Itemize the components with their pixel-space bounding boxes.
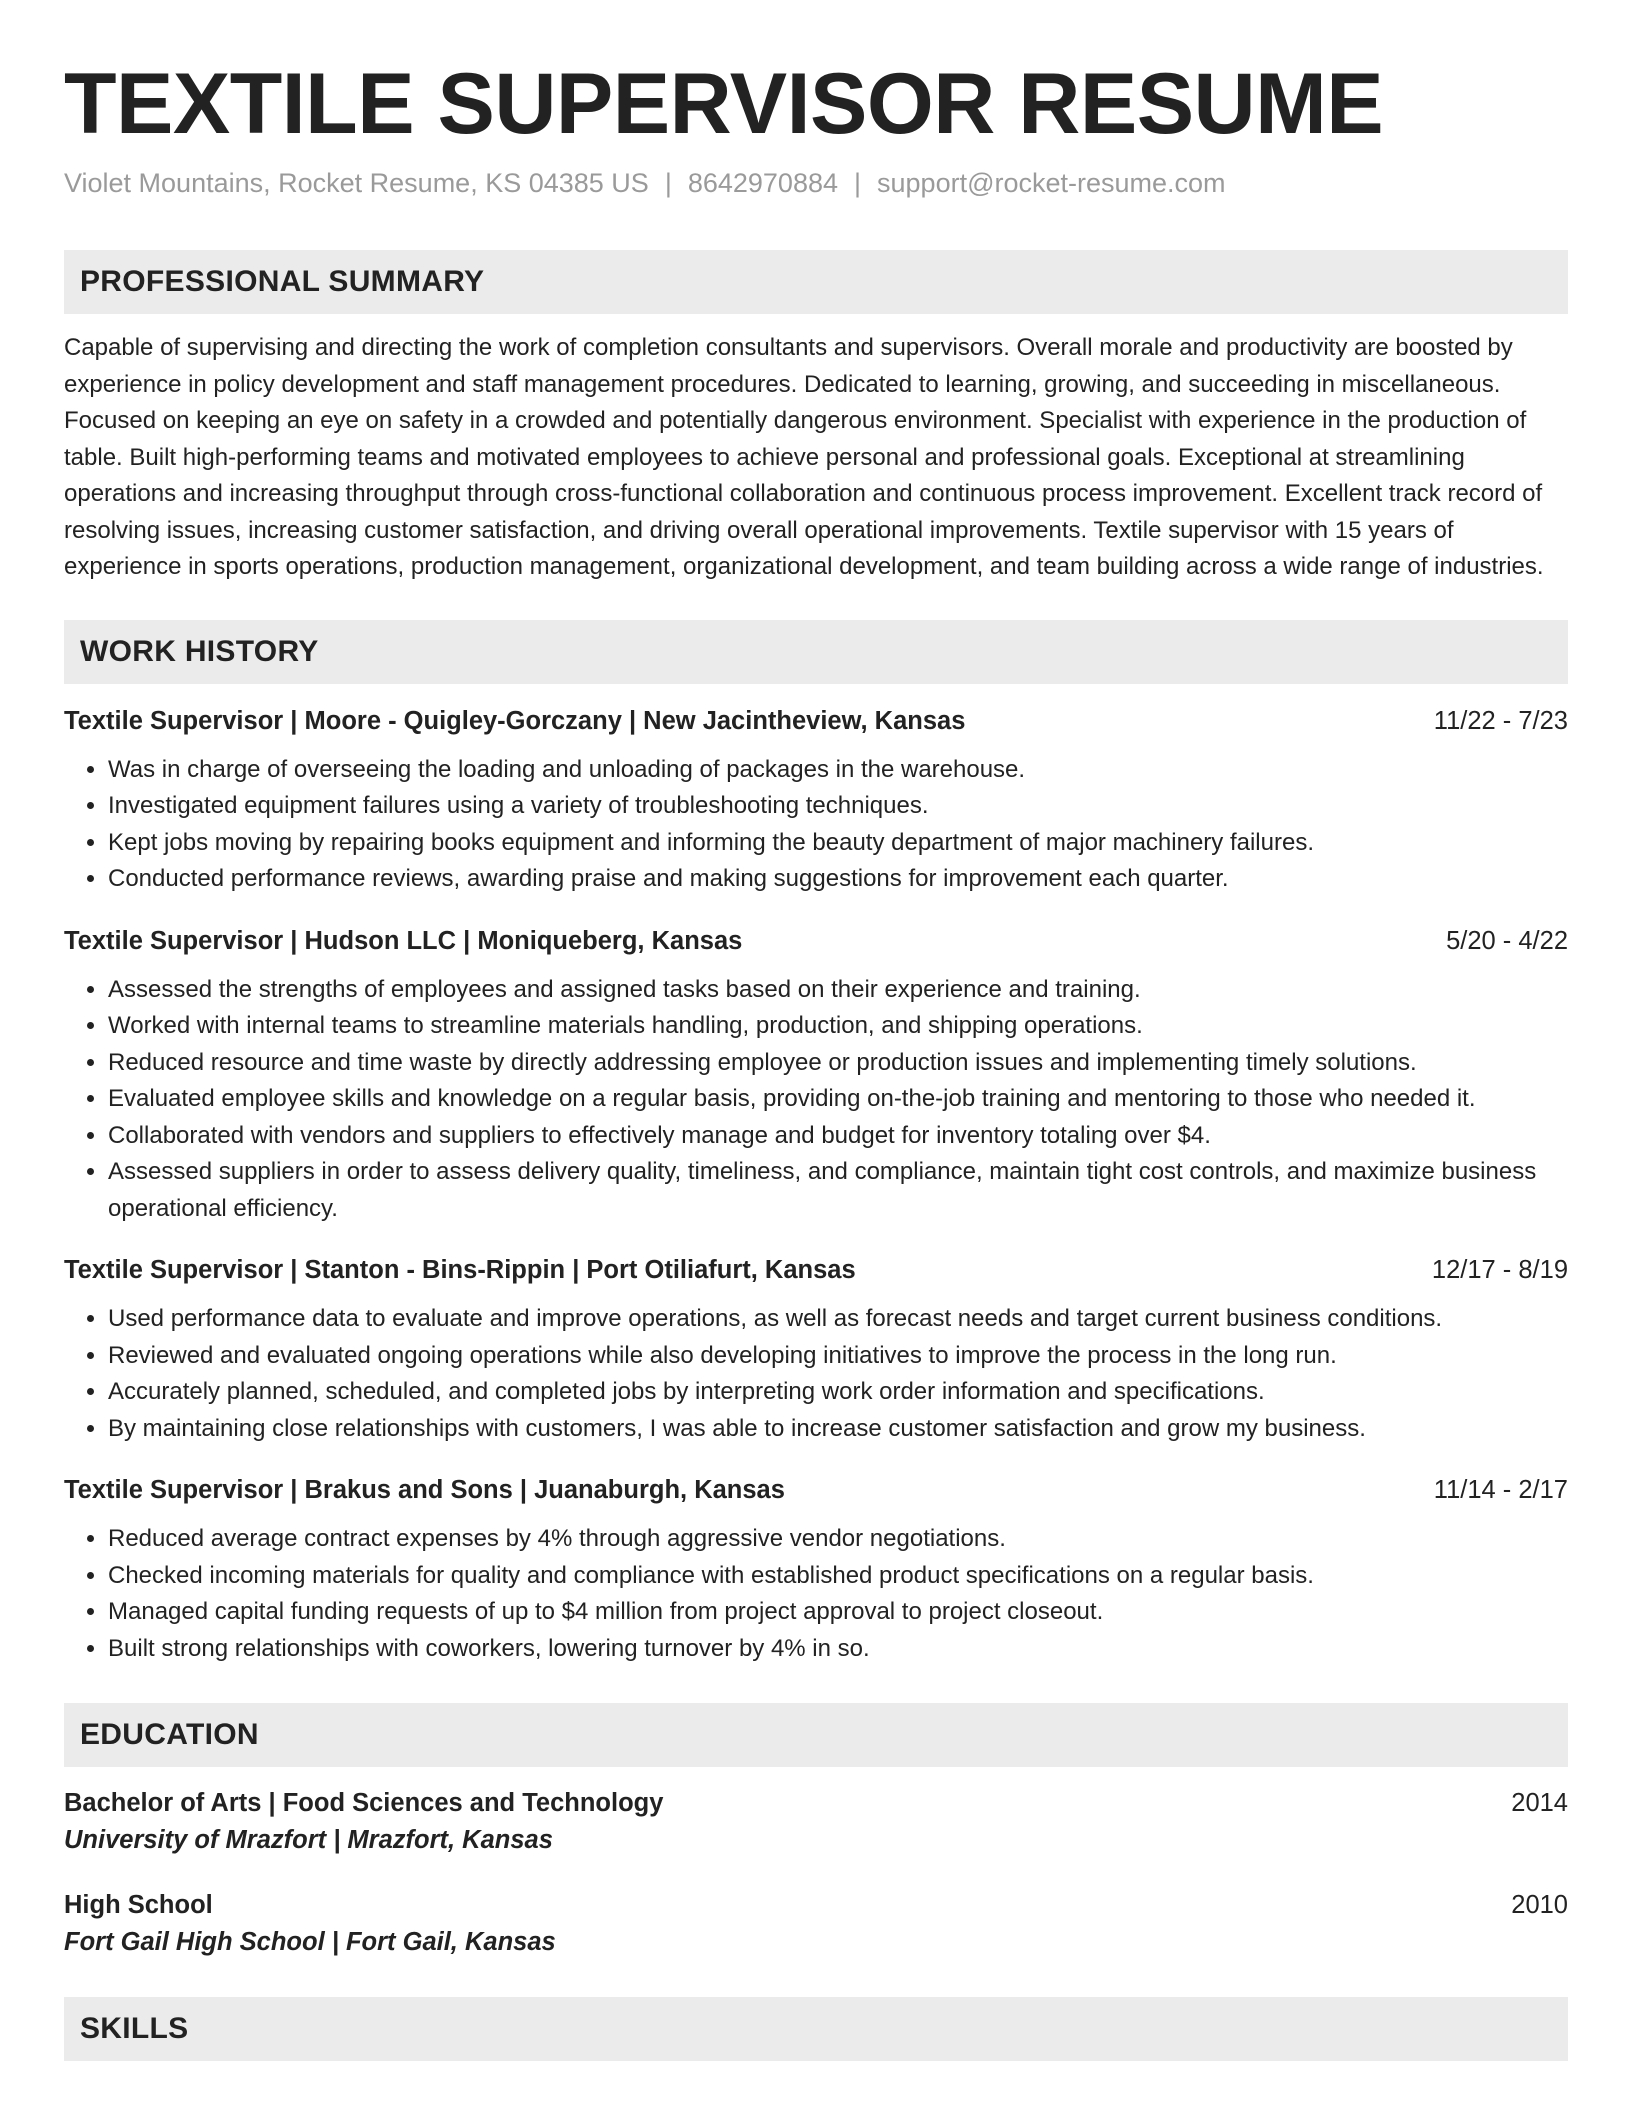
job-bullet: • By maintaining close relationships with customers, I was able to increase customer satisfaction and grow my business. (108, 1411, 1568, 1448)
job-bullets (64, 1301, 1568, 1447)
job-bullets (64, 1521, 1568, 1667)
job-dates: 11/14 - 2/17 (1433, 1476, 1568, 1504)
job-bullet: • Used performance data to evaluate and improve operations, as well as forecast needs and target current business conditions. (108, 1301, 1568, 1338)
job-bullets (64, 752, 1568, 898)
job-bullet: • Managed capital funding requests of up to $4 million from project approval to project closeout. (108, 1594, 1568, 1631)
job-header (64, 704, 1568, 738)
job-bullet: • Reduced resource and time waste by directly addressing employee or production issues and implementing timely solutions. (108, 1045, 1568, 1082)
education-header (64, 1887, 1568, 1923)
job-dates: 5/20 - 4/22 (1446, 926, 1568, 955)
job-bullet: • Collaborated with vendors and suppliers to effectively manage and budget for inventory totaling over $4. (108, 1118, 1568, 1155)
education-entry (64, 1887, 1568, 1961)
job-header (64, 1253, 1568, 1287)
contact-separator: | (854, 168, 862, 198)
education-degree: High School (64, 1891, 213, 1919)
job-entry (64, 704, 1568, 898)
job-bullet: • Was in charge of overseeing the loading and unloading of packages in the warehouse. (108, 752, 1568, 789)
job-bullet: • Assessed the strengths of employees and assigned tasks based on their experience and training. (108, 972, 1568, 1009)
contact-line (64, 166, 1568, 200)
job-title: Textile Supervisor | Hudson LLC | Moniqueberg, Kansas (64, 926, 743, 955)
job-entry (64, 1473, 1568, 1667)
job-bullet: • Conducted performance reviews, awarding praise and making suggestions for improvement each quarter. (108, 861, 1568, 898)
education-school: Fort Gail High School | Fort Gail, Kansas (64, 1928, 556, 1956)
education-year: 2010 (1511, 1891, 1568, 1919)
education-header (64, 1785, 1568, 1821)
resume-title: TEXTILE SUPERVISOR RESUME (64, 56, 1384, 152)
job-bullet: • Worked with internal teams to streamline materials handling, production, and shipping operations. (108, 1008, 1568, 1045)
section-heading-skills: SKILLS (64, 1997, 1568, 2061)
contact-separator: | (664, 168, 672, 198)
job-bullet: • Built strong relationships with coworkers, lowering turnover by 4% in so. (108, 1631, 1568, 1668)
job-header (64, 924, 1568, 958)
job-bullet: • Checked incoming materials for quality and compliance with established product specifications on a regular basis. (108, 1558, 1568, 1595)
job-bullet: • Evaluated employee skills and knowledge on a regular basis, providing on-the-job training and mentoring to those who needed it. (108, 1081, 1568, 1118)
job-bullet: • Investigated equipment failures using a variety of troubleshooting techniques. (108, 788, 1568, 825)
job-bullet: • Reviewed and evaluated ongoing operations while also developing initiatives to improve the process in the long run. (108, 1338, 1568, 1375)
job-title: Textile Supervisor | Stanton - Bins-Rippin | Port Otiliafurt, Kansas (64, 1256, 856, 1284)
education-entry (64, 1785, 1568, 1859)
job-dates: 11/22 - 7/23 (1433, 706, 1568, 735)
section-heading-education: EDUCATION (64, 1703, 1568, 1767)
section-heading-summary: PROFESSIONAL SUMMARY (64, 250, 1568, 314)
education-year: 2014 (1511, 1789, 1568, 1817)
contact-email: support@rocket-resume.com (877, 168, 1226, 198)
section-heading-work-history: WORK HISTORY (64, 620, 1568, 684)
contact-phone: 8642970884 (687, 168, 838, 198)
job-bullet: • Kept jobs moving by repairing books equipment and informing the beauty department of major machinery failures. (108, 825, 1568, 862)
job-dates: 12/17 - 8/19 (1431, 1256, 1568, 1284)
job-entry (64, 1253, 1568, 1447)
job-header (64, 1473, 1568, 1507)
contact-address: Violet Mountains, Rocket Resume, KS 04385 US (64, 168, 649, 198)
education-degree: Bachelor of Arts | Food Sciences and Technology (64, 1789, 664, 1817)
job-title: Textile Supervisor | Brakus and Sons | Juanaburgh, Kansas (64, 1476, 785, 1504)
job-entry (64, 924, 1568, 1228)
job-bullet: • Assessed suppliers in order to assess delivery quality, timeliness, and compliance, maintain tight cost controls, and maximize business operational efficiency. (108, 1154, 1568, 1227)
summary-text: Capable of supervising and directing the work of completion consultants and supervisors. Overall morale and productivity are boosted by experience in policy development and staff management procedures. Dedicated to learning, growing, and succeeding in miscellaneous. Focused on keeping an eye on safety in a crowded and potentially dangerous environment. Specialist with experience in the production of table. Built high-performing teams and motivated employees to achieve personal and professional goals. Exceptional at streamlining operations and increasing throughput through cross-functional collaboration and continuous process improvement. Excellent track record of resolving issues, increasing customer satisfaction, and driving overall operational improvements. Textile supervisor with 15 years of experience in sports operations, production management, organizational development, and team building across a wide range of industries. (64, 334, 1544, 580)
education-school: University of Mrazfort | Mrazfort, Kansas (64, 1826, 553, 1854)
job-bullets (64, 972, 1568, 1228)
job-bullet: • Reduced average contract expenses by 4% through aggressive vendor negotiations. (108, 1521, 1568, 1558)
job-title: Textile Supervisor | Moore - Quigley-Gorczany | New Jacintheview, Kansas (64, 706, 966, 735)
job-bullet: • Accurately planned, scheduled, and completed jobs by interpreting work order information and specifications. (108, 1374, 1568, 1411)
